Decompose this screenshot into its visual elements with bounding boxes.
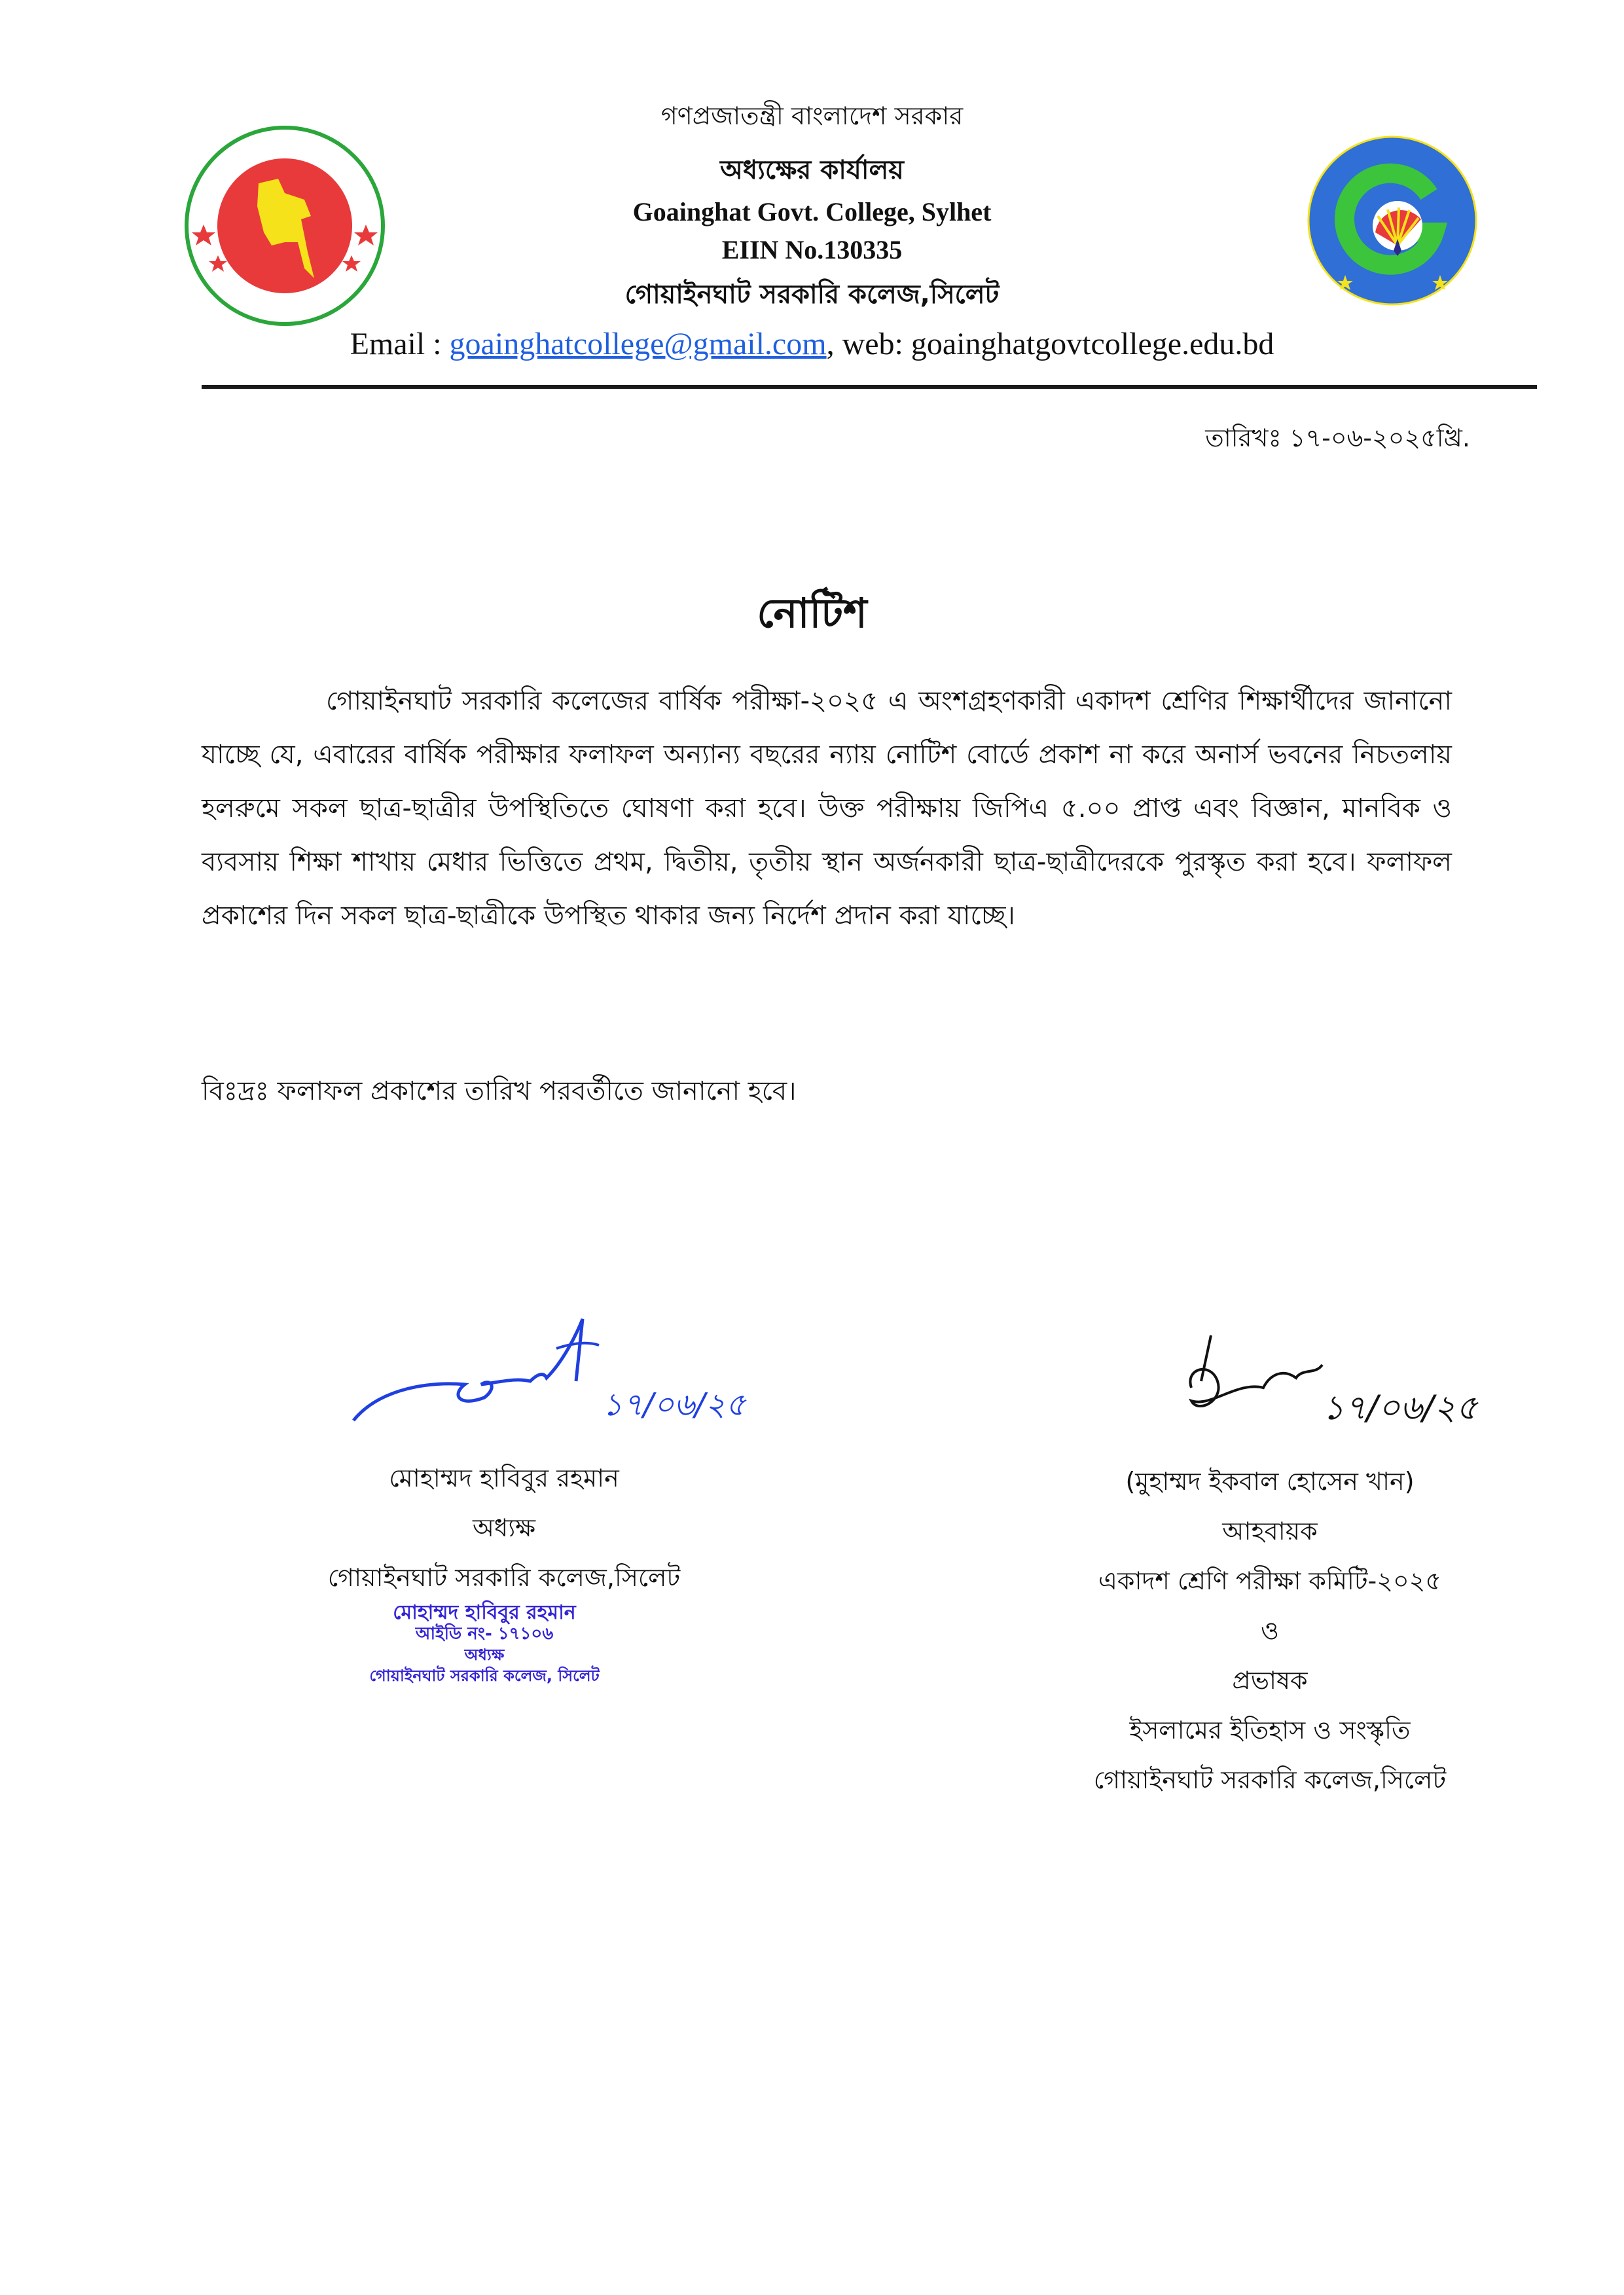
stamp-id: আইডি নং- ১৭১০৬ [415, 1624, 554, 1644]
contact-line [0, 326, 1624, 362]
web-label: , web: [826, 327, 911, 361]
email-label: Email : [350, 327, 450, 361]
college-name-en: Goainghat Govt. College, Sylhet [632, 197, 992, 226]
header-divider [202, 385, 1537, 389]
principal-signature-date: ১৭/০৬/২৫ [602, 1386, 746, 1423]
web-address: goainghatgovtcollege.edu.bd [911, 327, 1274, 361]
principal-institution: গোয়াইনঘাট সরকারি কলেজ,সিলেট [327, 1563, 681, 1592]
convener-name: (মুহাম্মদ ইকবাল হোসেন খান) [1125, 1467, 1415, 1496]
convener-designation: প্রভাষক [1232, 1666, 1308, 1695]
college-name-bn: গোয়াইনঘাট সরকারি কলেজ,সিলেট [624, 280, 1000, 310]
convener-signatory [1021, 1456, 1519, 1805]
eiin-number: EIIN No.130335 [721, 235, 903, 264]
conjunction: ও [1261, 1616, 1279, 1645]
notice-title: নোটিশ [757, 589, 867, 637]
principal-name: মোহাম্মদ হাবিবুর রহমান [389, 1464, 619, 1492]
principal-designation: অধ্যক্ষ [472, 1513, 535, 1542]
notice-date: তারিখঃ ১৭-০৬-২০২৫খ্রি. [1205, 424, 1470, 452]
office-heading: অধ্যক্ষের কার্যালয় [720, 155, 904, 185]
convener-institution: গোয়াইনঘাট সরকারি কলেজ,সিলেট [1093, 1765, 1447, 1794]
principal-signature [340, 1316, 785, 1447]
notice-note: বিঃদ্রঃ ফলাফল প্রকাশের তারিখ পরবর্তীতে জানানো হবে। [202, 1076, 797, 1106]
stamp-designation: অধ্যক্ষ [464, 1646, 505, 1664]
convener-role: আহবায়ক [1222, 1517, 1318, 1545]
govt-heading: গণপ্রজাতন্ত্রী বাংলাদেশ সরকার [660, 101, 964, 130]
principal-signatory [249, 1453, 759, 1602]
stamp-name: মোহাম্মদ হাবিবুর রহমান [393, 1601, 576, 1624]
email-link[interactable]: goainghatcollege@gmail.com [449, 327, 827, 361]
committee-name: একাদশ শ্রেণি পরীক্ষা কমিটি-২০২৫ [1098, 1566, 1442, 1595]
notice-body: গোয়াইনঘাট সরকারি কলেজের বার্ষিক পরীক্ষা-২০২৫ এ অংশগ্রহণকারী একাদশ শ্রেণির শিক্ষার্থীদের জানানো যাচ্ছে যে, এবারের বার্ষিক পরীক্ষার ফলাফল অন্যান্য বছরের ন্যায় নোটিশ বোর্ডে প্রকাশ না করে অনার্স ভবনের নিচতলায় হলরুমে সকল ছাত্র-ছাত্রীর উপস্থিতিতে ঘোষণা করা হবে। উক্ত পরীক্ষায় জিপিএ ৫.০০ প্রাপ্ত এবং বিজ্ঞান, মানবিক ও ব্যবসায় শিক্ষা শাখায় মেধার ভিত্তিতে প্রথম, দ্বিতীয়, তৃতীয় স্থান অর্জনকারী ছাত্র-ছাত্রীদেরকে পুরস্কৃত করা হবে। ফলাফল প্রকাশের দিন সকল ছাত্র-ছাত্রীকে উপস্থিত থাকার জন্য নির্দেশ প্রদান করা যাচ্ছে। [202, 686, 1452, 931]
stamp-institution: গোয়াইনঘাট সরকারি কলেজ, সিলেট [369, 1667, 600, 1685]
convener-signature-date: ১৭/০৬/২৫ [1322, 1388, 1478, 1428]
convener-department: ইসলামের ইতিহাস ও সংস্কৃতি [1129, 1716, 1411, 1744]
convener-signature [1172, 1329, 1564, 1460]
official-stamp [288, 1602, 681, 1686]
